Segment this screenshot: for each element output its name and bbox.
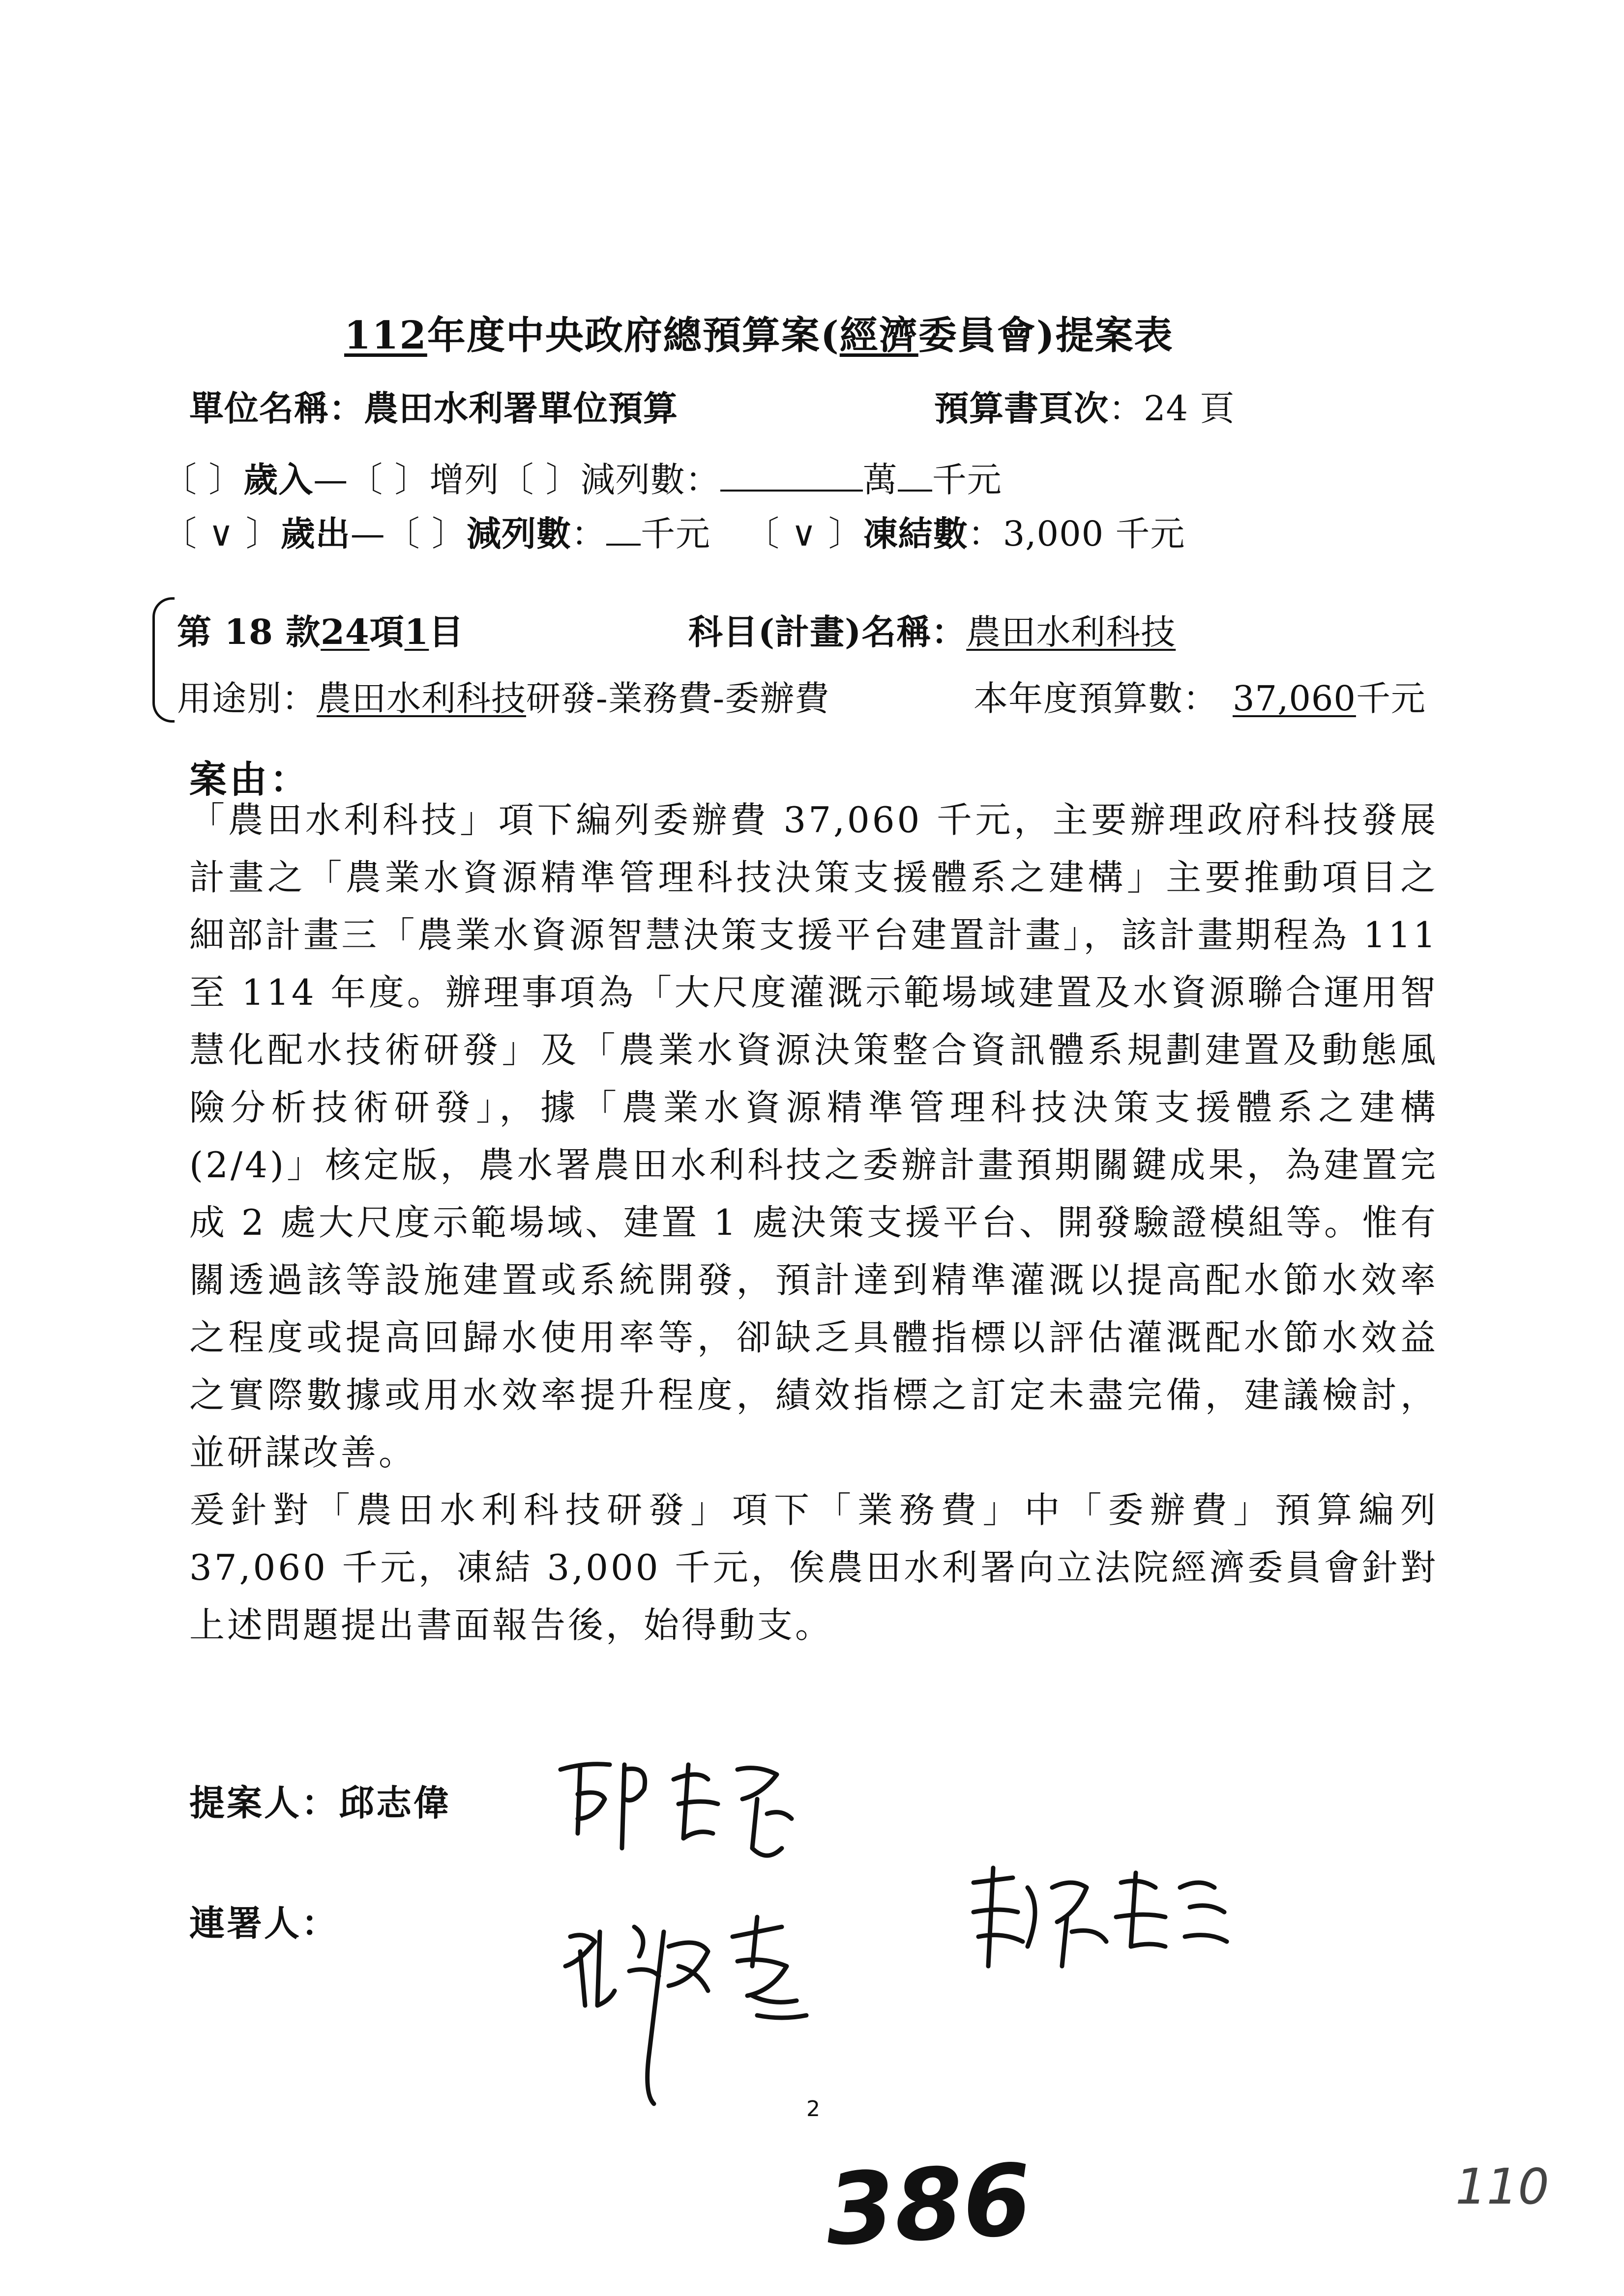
budget-page-value: ：24 頁	[1109, 388, 1235, 429]
usage-line	[177, 671, 829, 721]
expense-decrease-label: 減列數	[467, 513, 572, 554]
item-section: 24	[321, 611, 370, 652]
revenue-decrease-checkbox: 〔 〕	[499, 460, 581, 500]
revenue-line	[162, 452, 1002, 502]
revenue-increase-checkbox: 〔 〕	[348, 460, 430, 500]
title-committee: 經濟	[839, 313, 918, 358]
expense-decrease-blank	[606, 514, 641, 546]
expense-decrease-checkbox: 〔 〕	[385, 514, 467, 554]
revenue-checkbox: 〔 〕	[162, 460, 244, 500]
subject-line	[688, 605, 1176, 654]
proposer-signature-text: 邱志偉	[551, 1869, 565, 1874]
item-section-unit: 項	[369, 611, 405, 652]
title-pre: 年度中央政府總預算案(	[427, 313, 840, 358]
revenue-increase-label: 增列	[429, 460, 500, 500]
revenue-wan-unit: 萬	[862, 460, 898, 500]
unit-name: 單位名稱：農田水利署單位預算	[189, 388, 678, 429]
item-sub-unit: 目	[429, 611, 464, 652]
usage-rest: 研發-業務費-委辦費	[526, 678, 830, 719]
subject-value: 農田水利科技	[966, 612, 1176, 652]
item-sub: 1	[404, 611, 429, 652]
usage-label: 用途別：	[177, 678, 317, 719]
budget-page-label: 預算書頁次	[934, 388, 1109, 429]
revenue-dash: —	[313, 460, 349, 500]
expense-checkbox: 〔 ∨ 〕	[162, 514, 281, 554]
item-bracket	[152, 597, 175, 723]
expense-label: 歲出	[280, 513, 351, 554]
corner-mark: 110	[1455, 2158, 1549, 2215]
revenue-thousand-unit: 千元	[932, 460, 1002, 500]
handwritten-page-number: 386	[823, 2143, 1034, 2268]
revenue-wan-blank	[720, 460, 863, 492]
expense-dash: —	[350, 514, 385, 554]
freeze-label: 凍結數	[863, 513, 968, 554]
document-title	[344, 305, 1174, 360]
budget-unit: 千元	[1356, 678, 1426, 719]
revenue-decrease-label: 減列數：	[580, 460, 720, 500]
case-paragraph-2: 爰針對「農田水利科技研發」項下「業務費」中「委辦費」預算編列 37,060 千元，凍結 3,000 千元，俟農田水利署向立法院經濟委員會針對上述問題提出書面報告後，始得動支。	[189, 1489, 1438, 1646]
title-year: 112	[344, 313, 427, 358]
item-prefix: 第 18 款	[177, 611, 321, 652]
budget-value: 37,060	[1233, 678, 1356, 719]
usage-underlined: 農田水利科技	[317, 678, 526, 719]
case-body	[189, 791, 1438, 1654]
proposer-label: 提案人：邱志偉	[189, 1782, 451, 1824]
subject-label: 科目(計畫)名稱：	[688, 611, 967, 652]
freeze-checkbox: 〔 ∨ 〕	[745, 514, 863, 554]
budget-page-ref	[934, 381, 1235, 431]
proposer-signature	[551, 1750, 806, 1878]
cosigner-signature-2	[959, 1858, 1234, 1986]
budget-line	[974, 671, 1426, 721]
cosigner-signature-1	[551, 1907, 826, 2114]
freeze-value: ：3,000 千元	[968, 514, 1185, 554]
revenue-label: 歲入	[243, 459, 314, 500]
cosigner-label: 連署人：	[189, 1902, 339, 1944]
expense-line	[162, 506, 1185, 556]
expense-decrease-colon: ：	[571, 514, 607, 554]
title-post: 委員會)提案表	[918, 313, 1174, 358]
case-paragraph-1: 「農田水利科技」項下編列委辦費 37,060 千元，主要辦理政府科技發展計畫之「農業水資源精準管理科技決策支援體系之建構」主要推動項目之細部計畫三「農業水資源智慧決策支援平台建置計畫」，該計畫期程為 111 至 114 年度。辦理事項為「大尺度灌溉示範場域建置及水資源聯合運用智慧化配水技術研發」及「農業水資源決策整合資訊體系規劃建置及動態風險分析技術研發」，據「農業水資源精準管理科技決策支援體系之建構(2/4)」核定版，農水署農田水利科技之委辦計畫預期關鍵成果，為建置完成 2 處大尺度示範場域、建置 1 處決策支援平台、開發驗證模組等。惟有關透過該等設施建置或系統開發，預計達到精準灌溉以提高配水節水效率之程度或提高回歸水使用率等，卻缺乏具體指標以評估灌溉配水節水效益之實際數據或用水效率提升程度，績效指標之訂定未盡完備，建議檢討，並研謀改善。	[189, 799, 1438, 1473]
case-label: 案由：	[189, 757, 310, 801]
budget-label: 本年度預算數：	[974, 678, 1218, 719]
item-line	[177, 605, 464, 654]
expense-decrease-unit: 千元	[641, 514, 711, 554]
revenue-thousand-blank	[898, 460, 932, 492]
page-number: 2	[806, 2096, 820, 2122]
